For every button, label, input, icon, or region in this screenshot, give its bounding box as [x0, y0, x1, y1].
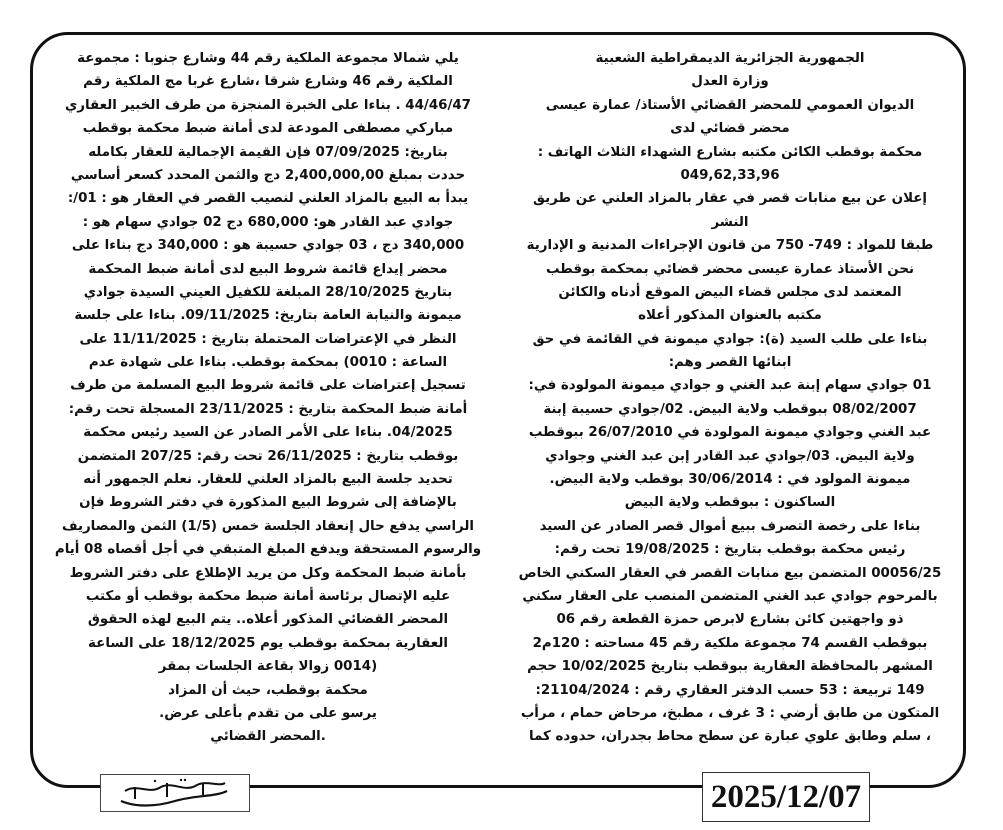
notice-right-line: المعتمد لدى مجلس قضاء البيض الموقع أدناه والكائن	[558, 284, 902, 300]
notice-right-line: ابنائها القصر وهم:	[668, 355, 792, 371]
notice-left-line: بتاريخ 28/10/2025 المبلغة للكفيل العيني السيدة جوادي	[83, 284, 453, 300]
notice-left-line: الساعة : 0010) بمحكمة بوقطب. بناءا على شهادة عدم	[88, 355, 448, 371]
notice-right-line: النشر	[711, 214, 749, 230]
notice-right-line: بالمرحوم جوادي عبد الغني المتضمن المنصب على العقار سكني	[522, 588, 938, 604]
notice-left-line: بوقطب بتاريخ : 26/11/2025 تحت رقم: 207/25 المتضمن	[77, 448, 459, 464]
notice-right-line: بناءا على رخصة التصرف ببيع أموال قصر الصادر عن السيد	[539, 518, 921, 534]
newspaper-logo	[100, 774, 250, 812]
notice-left-line: مباركي مصطفى المودعة لدى أمانة ضبط محكمة بوقطب	[82, 121, 454, 137]
notice-frame	[30, 32, 966, 788]
notice-left-line: الراسي يدفع حال إنعقاد الجلسة خمس (1/5) الثمن والمصاريف	[62, 518, 474, 534]
notice-right-line: 049,62,33,96	[680, 167, 780, 183]
notice-left-line: حددت بمبلغ 2,400,000,00 دج والثمن المحدد كسعر أساسي	[70, 167, 466, 183]
notice-right-line: ذو واجهتين كائن بشارع لابرص حمزة القطعة رقم 06	[556, 612, 904, 628]
notice-left-line: .المحضر القضائي	[210, 729, 326, 745]
notice-left-line: بالإضافة إلى شروط البيع المذكورة في دفتر الشروط فإن	[79, 495, 457, 511]
notice-left-line: 340,000 دج ، 03 جوادي حسيبة هو : 340,000 دج بناءا على	[71, 238, 465, 254]
notice-left-line: يبدأ به البيع بالمزاد العلني لنصيب القصر في العقار هو : 01/:	[67, 191, 469, 207]
notice-right-line: المشهر بالمحافظة العقارية ببوقطب بتاريخ 10/02/2025 حجم	[527, 659, 933, 675]
notice-left-column	[39, 47, 497, 749]
notice-right-line: رئيس محكمة بوقطب بتاريخ : 19/08/2025 تحت رقم:	[554, 542, 906, 558]
notice-right-line: إعلان عن بيع منابات قصر في عقار بالمزاد العلني عن طريق	[533, 191, 927, 207]
notice-right-line: نحن الأستاذ عمارة عيسى محضر قضائي بمحكمة بوقطب	[546, 261, 914, 277]
notice-right-line: ولاية البيض. 03/جوادي عبد القادر إبن عبد الغني وجوادي	[545, 448, 915, 464]
notice-left-line: يلي شمالا مجموعة الملكية رقم 44 وشارع جنوبا : مجموعة	[77, 51, 459, 66]
notice-right-line: وزارة العدل	[691, 74, 769, 90]
notice-left-line: بأمانة ضبط المحكمة وكل من يريد الإطلاع على دفتر الشروط	[69, 565, 467, 581]
notice-left-line: محضر إيداع قائمة شروط البيع لدى أمانة ضبط المحكمة	[88, 261, 448, 277]
notice-right-line: محكمة بوقطب الكائن مكتبه بشارع الشهداء الثلاث الهاتف :	[537, 144, 923, 160]
notice-right-line: ، سلم وطابق علوي عبارة عن سطح محاط بجدران، حدوده كما	[529, 729, 931, 745]
notice-left-line: المحضر القضائي المذكور أعلاه.. يتم البيع لهذه الحقوق	[87, 612, 449, 628]
notice-right-line: المتكون من طابق أرضي : 3 غرف ، مطبخ، مرحاض حمام ، مرأب	[520, 705, 940, 721]
notice-right-line: ميمونة المولود في : 30/06/2014 بوقطب ولاية البيض.	[549, 472, 911, 488]
notice-right-line: عبد الغني وجوادي ميمونة المولودة في 26/07/2010 ببوقطب	[528, 425, 932, 441]
notice-right-line: محضر قضائي لدى	[670, 121, 790, 137]
notice-left-line: يرسو على من تقدم بأعلى عرض.	[159, 705, 377, 721]
notice-left-line: 44/46/47 . بناءا على الخبرة المنجزة من طرف الخبير العقاري	[65, 97, 471, 113]
notice-right-line: مكتبه بالعنوان المذكور أعلاه	[638, 308, 822, 324]
notice-right-line: الساكنون : ببوقطب ولاية البيض	[624, 495, 836, 511]
notice-right-line: 08/02/2007 ببوقطب ولاية البيض. 02/جوادي حسيبة إبنة	[543, 401, 917, 417]
notice-right-line: 149 تربيعة : 53 حسب الدفتر العقاري رقم : 21104/2024:	[535, 682, 925, 698]
notice-left-line: أمانة ضبط المحكمة بتاريخ : 23/11/2025 المسجلة تحت رقم:	[68, 401, 468, 417]
notice-left-line: النظر في الإعتراضات المحتملة بتاريخ : 11/11/2025 على	[79, 331, 457, 347]
notice-right-line: 01 جوادي سهام إبنة عبد الغني و جوادي ميمونة المولودة في:	[528, 378, 932, 394]
notice-left-line: بتاريخ: 07/09/2025 فإن القيمة الإجمالية للعقار بكامله	[88, 144, 448, 160]
notice-left-line: (0014 زوالا بقاعة الجلسات بمقر	[158, 659, 378, 675]
notice-right-line: 00056/25 المتضمن بيع منابات القصر في العقار السكني الخاص	[518, 565, 942, 581]
notice-left-line: 04/2025. بناءا على الأمر الصادر عن السيد رئيس محكمة	[83, 425, 453, 441]
notice-right-column	[501, 47, 959, 749]
notice-left-line: العقارية بمحكمة بوقطب يوم 18/12/2025 على الساعة	[88, 635, 448, 651]
notice-left-line: تحديد جلسة البيع بالمزاد العلني للعقار. نعلم الجمهور أنه	[83, 472, 453, 488]
newspaper-logo-icon	[115, 777, 235, 809]
notice-left-line: تسجيل إعتراضات على قائمة شروط البيع المسلمة من طرف	[70, 378, 466, 394]
notice-left-line: ميمونة والنيابة العامة بتاريخ: 09/11/2025. بناءا على جلسة	[74, 308, 462, 324]
notice-right-line: ببوقطب القسم 74 مجموعة ملكية رقم 45 مساحته : 120م2	[532, 635, 928, 651]
notice-right-line: بناءا على طلب السيد (ة): جوادي ميمونة في القائمة في حق	[532, 331, 928, 347]
notice-left-line: عليه الإتصال برئاسة أمانة ضبط محكمة بوقطب أو مكتب	[85, 588, 451, 604]
notice-left-line: والرسوم المستحقة ويدفع المبلغ المتبقي في أجل أقصاه 08 أيام	[54, 542, 482, 558]
notice-right-line: الديوان العمومي للمحضر القضائي الأستاذ/ عمارة عيسى	[545, 97, 915, 113]
notice-right-line: طبقا للمواد : 749- 750 من قانون الإجراءات المدنية و الإدارية	[526, 238, 934, 254]
notice-left-line: جوادي عبد القادر هو: 680,000 دج 02 جوادي سهام هو :	[82, 214, 454, 230]
publication-date: 2025/12/07	[702, 772, 870, 822]
notice-left-line: الملكية رقم 46 وشارع شرقا ،شارع غربا مج الملكية رقم	[83, 74, 453, 90]
notice-right-line: الجمهورية الجزائرية الديمقراطية الشعبية	[595, 51, 865, 66]
notice-left-line: محكمة بوقطب، حيث أن المزاد	[168, 682, 368, 698]
